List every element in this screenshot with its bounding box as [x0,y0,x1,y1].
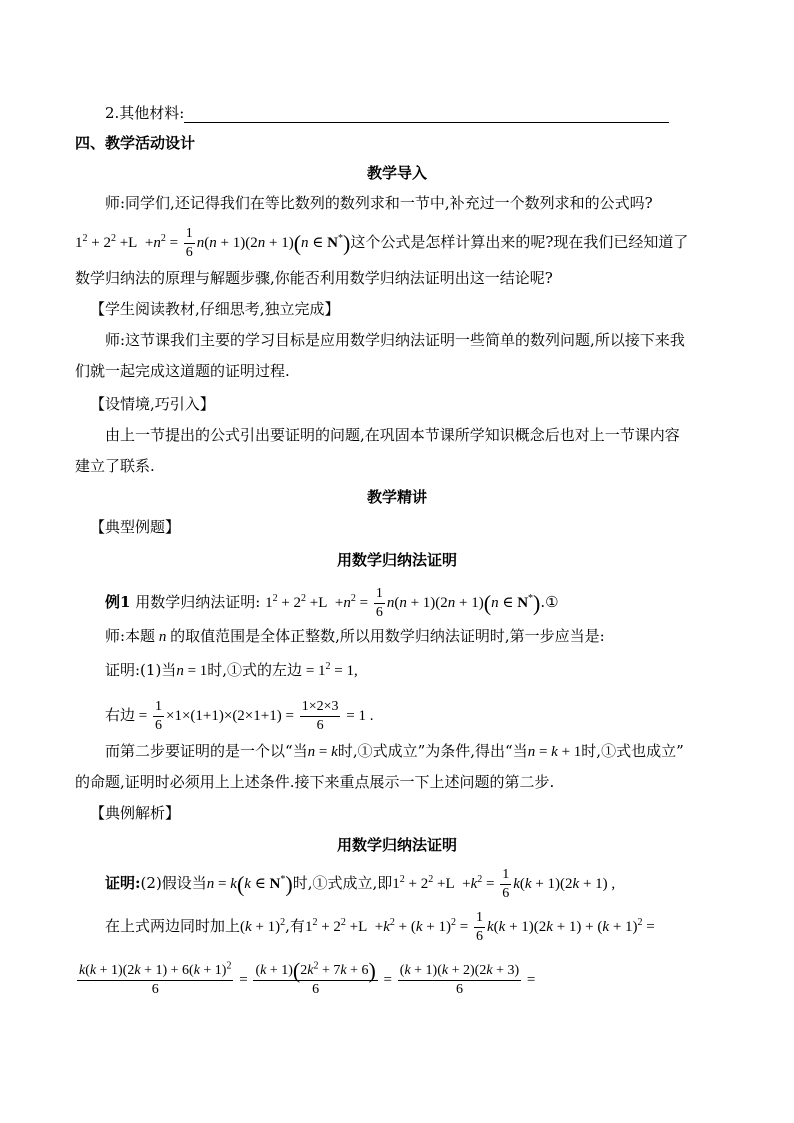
proof-step-2-sum-b: ,有 [285,916,305,935]
para-7: 【设情境,巧引入】 [90,395,215,413]
example-1-text: 用数学归纳法证明: [135,592,261,611]
para-4: 【学生阅读教材,仔细思考,独立完成】 [90,300,340,318]
para-3: 数学归纳法的原理与解题步骤,你能否利用数学归纳法证明出这一结论呢? [75,269,553,287]
para-11-a: 师:本题 [105,627,156,645]
proof-step-2-b: 时,①式成立,即 [292,873,393,892]
proof-right-side: 右边 = $\frac{1}{6}$ ×1×(1+1)×(2×1+1) = $\frac{1\times 2\times 3}{6}$ = 1 . [105,699,374,733]
para-14: 而第二步要证明的是一个以“当n = k时,①式成立”为条件,得出“当n = k + 1时,①式也成立” [105,742,684,760]
proof-step-1-b: 时,①式的左边 [207,661,303,679]
proof-step-2-sum-a: 在上式两边同时加上 [105,916,241,935]
proof-step-2-a: (2)假设当 [140,873,207,892]
proof-step-2: 证明:(2)假设当n = k(k ∈ N*)时,①式成立,即$1^2 + 2^2 +L +k^2$ = $\frac{1}{6}$ k(k + 1)(2k + 1) , [105,867,616,901]
para-14-b: 时,①式成立”为条件,得出“当 [337,742,528,760]
heading-lecture: 教学精讲 [366,488,427,506]
para-2-text: 这个公式是怎样计算出来的呢?现在我们已经知道了 [350,232,689,251]
para-1: 师:同学们,还记得我们在等比数列的数列求和一节中,补充过一个数列求和的公式吗? [105,194,653,212]
example-1 [105,585,559,622]
para-5: 师:这节课我们主要的学习目标是应用数学归纳法证明一些简单的数列问题,所以接下来我 [105,331,685,349]
proof-step-2-label: 证明: [105,873,141,892]
heading-induction-2: 用数学归纳法证明 [336,836,457,854]
proof-right-label: 右边 [105,705,136,724]
proof-step-2-sum: 在上式两边同时加上$(k + 1)^2$,有$1^2 + 2^2 +L +k^2 + (k + 1)^2$ = $\frac{1}{6}$ $k(k + 1)(2k + 1) + (k + 1)^2$ = [105,910,655,944]
para-10: 【典型例题】 [90,518,181,536]
proof-step-1: 证明:(1)当n = 1时,①式的左边 = $1^2 = 1$, [105,661,358,679]
para-14-a: 而第二步要证明的是一个以“当 [105,742,308,760]
section-4-title: 四、教学活动设计 [75,134,196,152]
para-11-b: 的取值范围是全体正整数,所以用数学归纳法证明时,第一步应当是: [170,627,605,645]
proof-step-2-fractions: $\frac{k(k + 1)(2k + 1) + 6(k + 1)^2}{6}$ = $\frac{(k + 1)(2k^2 + 7k + 6)}{6}$ = $\frac{(k + 1)(k + 2)(2k + 3)}{6}$ = [79,958,536,998]
heading-induction-1: 用数学归纳法证明 [336,551,457,569]
proof-step-1-a: 证明:(1)当 [105,661,177,679]
para-8: 由上一节提出的公式引出要证明的问题,在巩固本节课所学知识概念后也对上一节课内容 [105,426,680,444]
para-16: 【典例解析】 [90,804,181,822]
other-materials-label: 2.其他材料: [105,104,185,122]
heading-intro: 教学导入 [366,164,427,182]
para-15: 的命题,证明时必须用上上述条件.接下来重点展示一下上述问题的第二步. [75,773,555,791]
para-9: 建立了联系. [75,457,155,475]
sum-formula: $1^2 + 2^2 +L +n^2$ = $\frac{1}{6}$ n(n + 1)(2n + 1)(n ∈ N*) [75,226,351,260]
para-14-c: 时,①式也成立” [581,742,684,760]
example-1-formula: $1^2 + 2^2 +L +n^2$ = $\frac{1}{6}$ n(n + 1)(2n + 1)(n ∈ N*) [265,586,541,620]
para-2 [75,225,688,262]
example-1-end: .① [540,592,559,611]
other-materials-blank [184,108,669,123]
para-11: 师:本题 n 的取值范围是全体正整数,所以用数学归纳法证明时,第一步应当是: [105,627,605,645]
para-6: 们就一起完成这道题的证明过程. [75,362,290,380]
other-materials-line [105,103,669,123]
example-1-label: 例1 [105,592,131,611]
